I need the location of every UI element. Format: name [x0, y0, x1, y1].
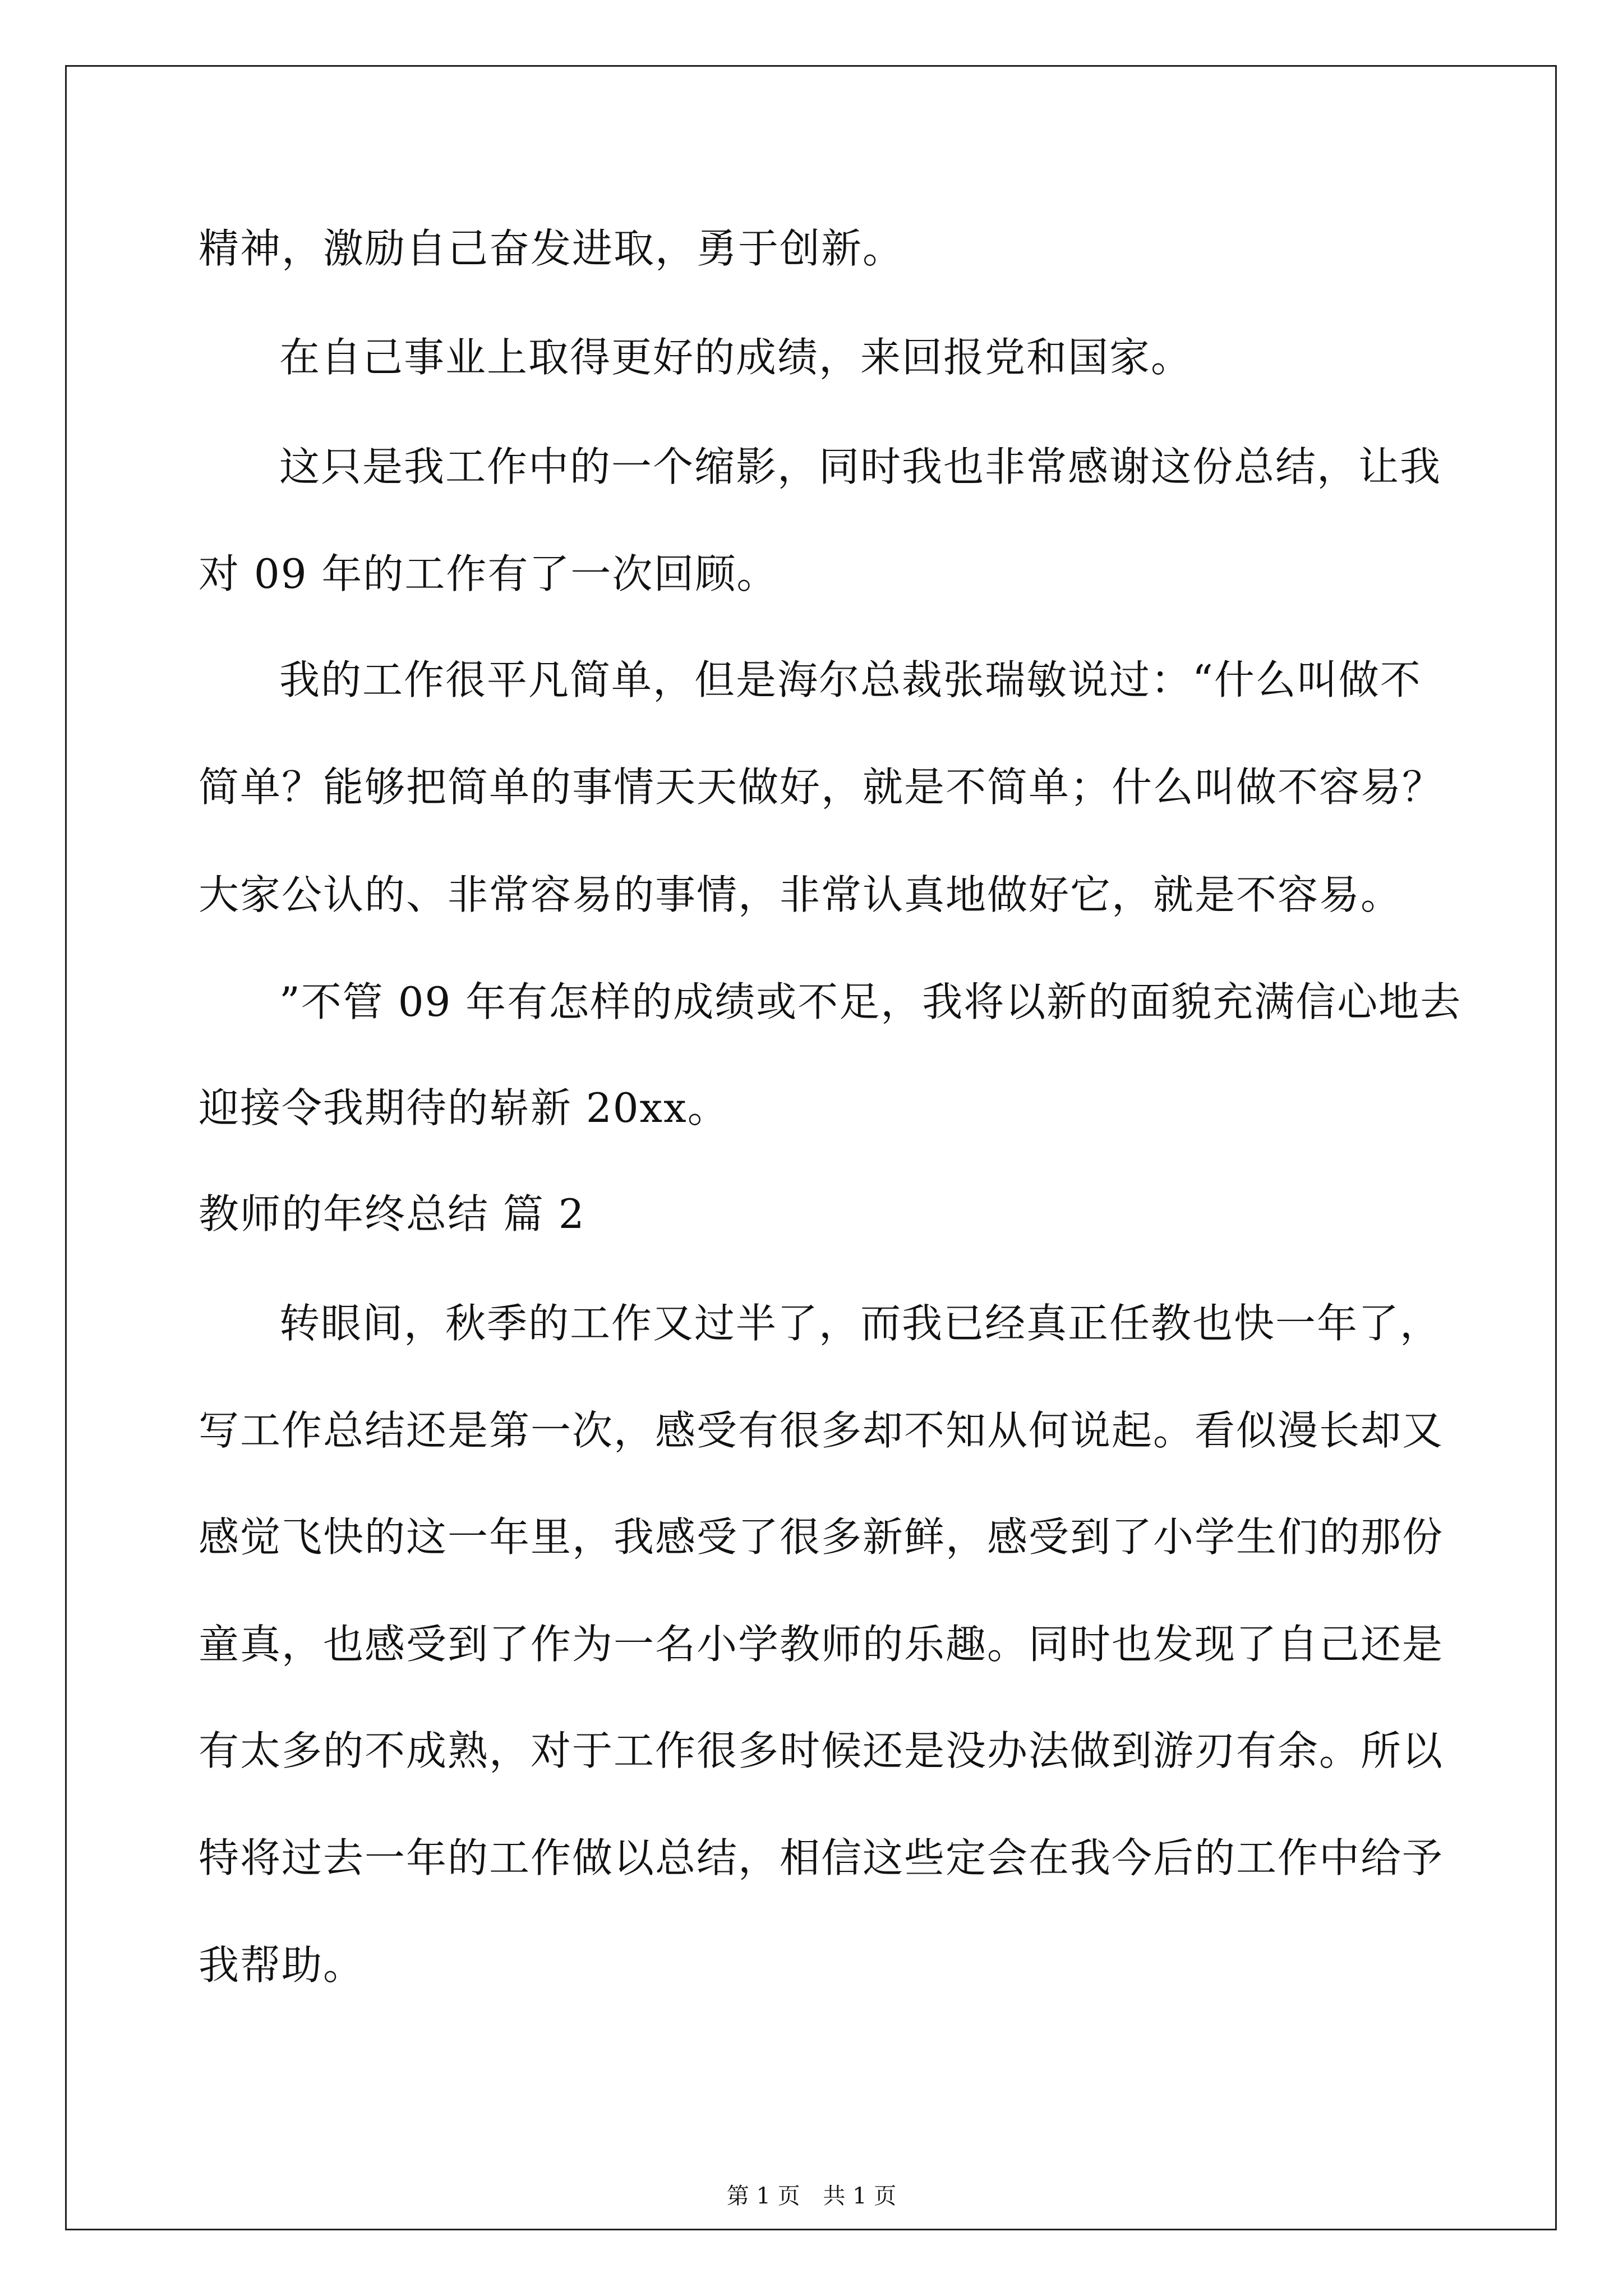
text-line: 精神，激励自己奋发进取，勇于创新。 [199, 225, 905, 272]
text-line: 特将过去一年的工作做以总结，相信这些定会在我今后的工作中给予 [199, 1834, 1444, 1881]
text-line: 对 09 年的工作有了一次回顾。 [199, 550, 778, 597]
page-footer [0, 2182, 1623, 2210]
text-line: 大家公认的、非常容易的事情，非常认真地做好它，就是不容易。 [199, 871, 1403, 918]
text-line: 童真，也感受到了作为一名小学教师的乐趣。同时也发现了自己还是 [199, 1621, 1444, 1668]
text-line: 我的工作很平凡简单，但是海尔总裁张瑞敏说过：“什么叫做不 [279, 656, 1422, 703]
text-line: 我帮助。 [199, 1941, 365, 1989]
text-line: 写工作总结还是第一次，感受有很多却不知从何说起。看似漫长却又 [199, 1407, 1444, 1454]
page-total: 共 1 页 [823, 2183, 897, 2209]
text-line: 简单？能够把简单的事情天天做好，就是不简单；什么叫做不容易？ [199, 763, 1444, 811]
text-line: 迎接令我期待的崭新 20xx。 [199, 1084, 729, 1131]
text-line: ”不管 09 年有怎样的成绩或不足，我将以新的面貌充满信心地去 [279, 978, 1462, 1025]
text-line: 这只是我工作中的一个缩影，同时我也非常感谢这份总结，让我 [279, 443, 1442, 490]
text-line: 有太多的不成熟，对于工作很多时候还是没办法做到游刃有余。所以 [199, 1727, 1444, 1774]
text-line: 感觉飞快的这一年里，我感受了很多新鲜，感受到了小学生们的那份 [199, 1513, 1444, 1561]
page-number: 第 1 页 [726, 2183, 800, 2209]
section-heading: 教师的年终总结 篇 2 [199, 1190, 585, 1237]
page-border [65, 65, 1557, 2230]
text-line: 转眼间，秋季的工作又过半了，而我已经真正任教也快一年了， [279, 1300, 1442, 1347]
text-line: 在自己事业上取得更好的成绩，来回报党和国家。 [279, 334, 1193, 381]
